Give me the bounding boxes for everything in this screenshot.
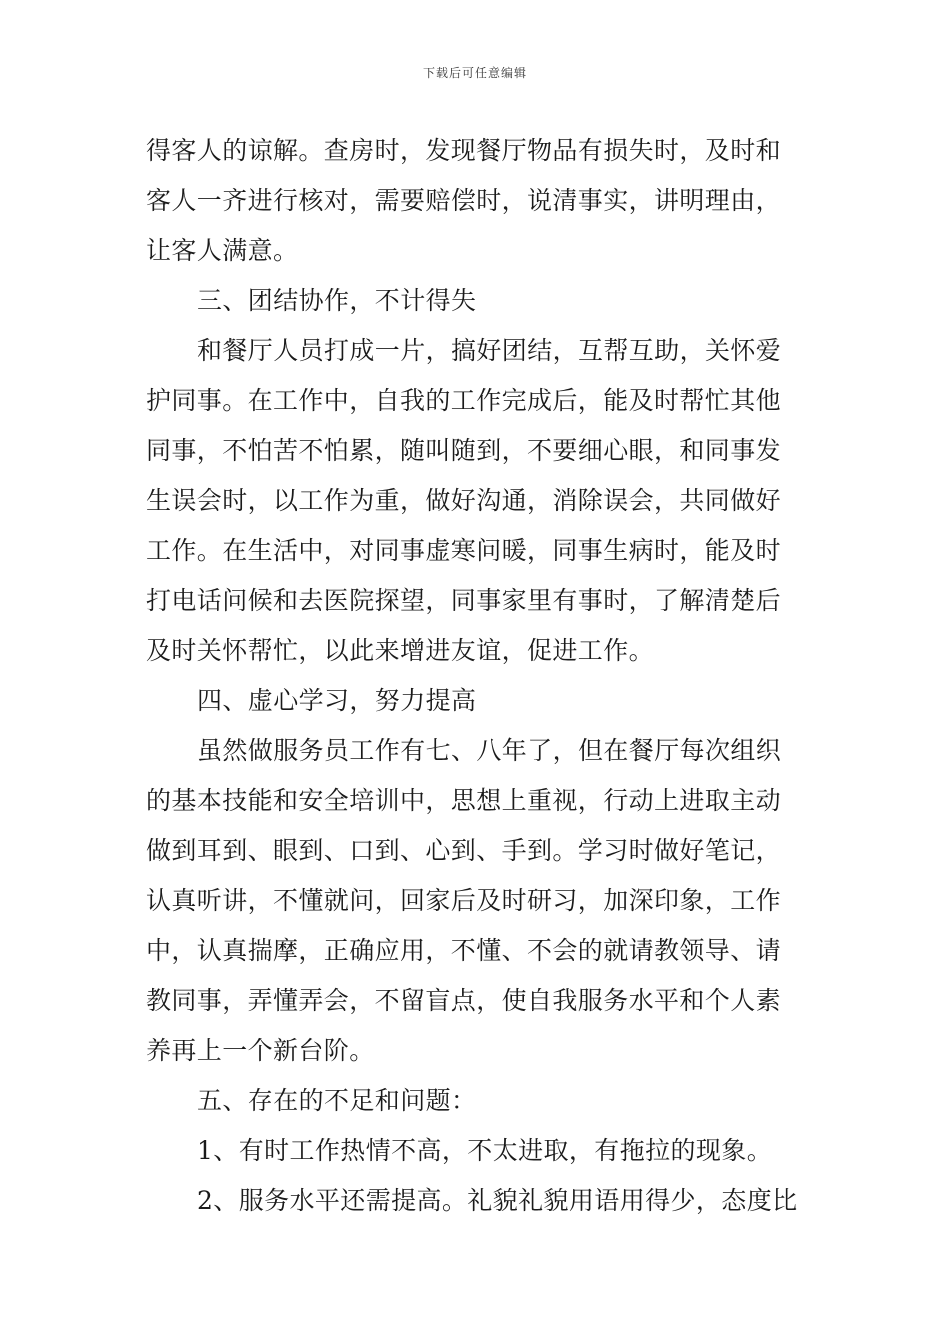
text-line: 的基本技能和安全培训中，思想上重视，行动上进取主动 (146, 786, 782, 815)
text-line: 护同事。在工作中，自我的工作完成后，能及时帮忙其他 (146, 386, 782, 415)
text-line: 教同事，弄懂弄会，不留盲点，使自我服务水平和个人素 (146, 986, 782, 1015)
text-line: 生误会时，以工作为重，做好沟通，消除误会，共同做好 (146, 486, 782, 515)
section-heading: 三、团结协作，不计得失 (197, 286, 477, 315)
text-line: 做到耳到、眼到、口到、心到、手到。学习时做好笔记， (146, 836, 782, 865)
text-line: 虽然做服务员工作有七、八年了，但在餐厅每次组织 (197, 736, 782, 765)
text-line: 认真听讲，不懂就问，回家后及时研习，加深印象，工作 (146, 886, 782, 915)
page-header: 下载后可任意编辑 (422, 66, 527, 80)
document-body (146, 126, 816, 1226)
text-line: 同事，不怕苦不怕累，随叫随到，不要细心眼，和同事发 (146, 436, 782, 465)
text-line: 和餐厅人员打成一片，搞好团结，互帮互助，关怀爱 (197, 336, 782, 365)
text-line: 打电话问候和去医院探望，同事家里有事时，了解清楚后 (146, 586, 782, 615)
list-item: 1、有时工作热情不高，不太进取，有拖拉的现象。 (197, 1136, 773, 1165)
text-line: 客人一齐进行核对，需要赔偿时，说清事实，讲明理由， (146, 186, 782, 215)
list-item: 2、服务水平还需提高。礼貌礼貌用语用得少，态度比 (197, 1186, 798, 1215)
text-line: 让客人满意。 (146, 236, 299, 265)
section-heading: 五、存在的不足和问题： (197, 1086, 477, 1115)
text-line: 及时关怀帮忙，以此来增进友谊，促进工作。 (146, 636, 655, 665)
text-line: 养再上一个新台阶。 (146, 1036, 375, 1065)
text-line: 得客人的谅解。查房时，发现餐厅物品有损失时，及时和 (146, 136, 782, 165)
text-line: 中，认真揣摩，正确应用，不懂、不会的就请教领导、请 (146, 936, 782, 965)
text-line: 工作。在生活中，对同事虚寒问暖，同事生病时，能及时 (146, 536, 782, 565)
section-heading: 四、虚心学习，努力提高 (197, 686, 477, 715)
